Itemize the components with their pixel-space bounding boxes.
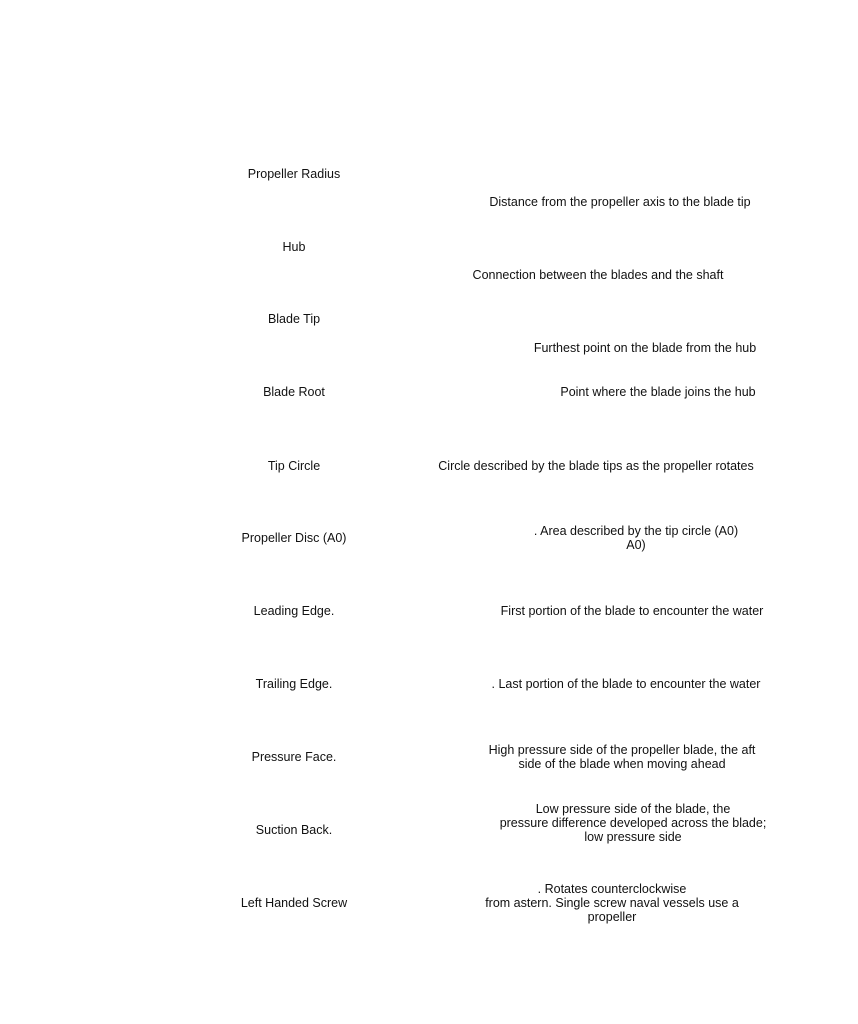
definition-line: from astern. Single screw naval vessels use a: [485, 896, 739, 910]
definition-line: Circle described by the blade tips as the propeller rotates: [438, 459, 754, 473]
definition-blade-root: [440, 385, 756, 399]
term-propeller-radius: Propeller Radius: [247, 167, 341, 181]
term-leading-edge: Leading Edge.: [253, 604, 335, 618]
definition-line: Connection between the blades and the shaft: [472, 268, 724, 282]
definition-line: propeller: [587, 910, 637, 924]
term-propeller-disc: Propeller Disc (A0): [241, 531, 347, 545]
definition-line: pressure difference developed across the blade;: [499, 816, 767, 830]
definition-line: Low pressure side of the blade, the: [535, 802, 731, 816]
term-blade-root: Blade Root: [263, 385, 325, 399]
definition-tip-circle: [438, 459, 754, 473]
definition-hub: [440, 268, 724, 282]
definition-line: Furthest point on the blade from the hub: [533, 341, 757, 355]
term-suction-back: Suction Back.: [255, 823, 333, 837]
definition-line: . Last portion of the blade to encounter the water: [491, 677, 761, 691]
definition-left-handed-screw: [440, 882, 739, 924]
definition-trailing-edge: [440, 677, 761, 691]
definition-line: First portion of the blade to encounter the water: [500, 604, 764, 618]
term-left-handed-screw: Left Handed Screw: [240, 896, 348, 910]
term-blade-tip: Blade Tip: [267, 312, 321, 326]
definition-line: side of the blade when moving ahead: [518, 757, 726, 771]
definition-line: . Area described by the tip circle (A0): [533, 524, 739, 538]
definition-line: Distance from the propeller axis to the blade tip: [489, 195, 751, 209]
definition-suction-back: [440, 802, 767, 844]
definition-propeller-disc: [440, 524, 739, 552]
definition-pressure-face: [440, 743, 756, 771]
definition-propeller-radius: [440, 195, 751, 209]
definition-line: High pressure side of the propeller blade, the aft: [488, 743, 756, 757]
term-hub: Hub: [282, 240, 306, 254]
definition-blade-tip: [440, 341, 757, 355]
term-tip-circle: Tip Circle: [267, 459, 321, 473]
definition-line: . Rotates counterclockwise: [537, 882, 687, 896]
definition-line: low pressure side: [584, 830, 682, 844]
term-pressure-face: Pressure Face.: [251, 750, 337, 764]
definition-leading-edge: [440, 604, 764, 618]
definition-line: A0): [626, 538, 646, 552]
term-trailing-edge: Trailing Edge.: [255, 677, 333, 691]
definition-line: Point where the blade joins the hub: [560, 385, 756, 399]
